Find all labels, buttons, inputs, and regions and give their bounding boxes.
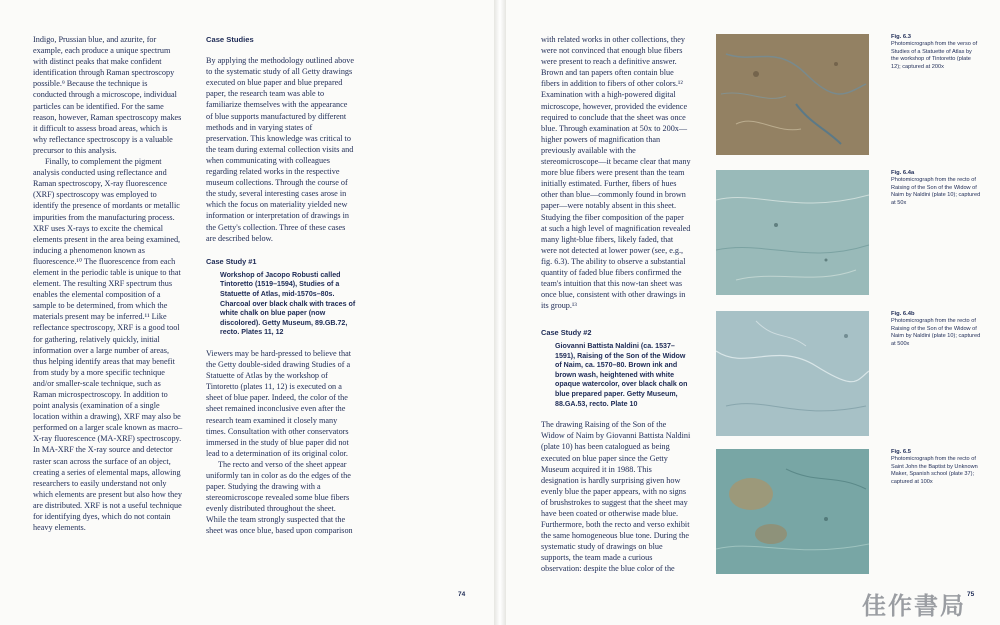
- case-study-heading: Case Study #2: [541, 328, 592, 337]
- figure-label: Fig. 6.3: [891, 34, 911, 40]
- caption-text: Photomicrograph from the recto of Saint John the Baptist by Unknown Maker, Spanish school (plate 37); captured at 100x: [891, 456, 978, 485]
- caption-text: Photomicrograph from the recto of Raising of the Son of the Widow of Naim by Naldini (plate 10); captured at 50x: [891, 177, 981, 206]
- photomicrograph: [716, 34, 869, 155]
- caption-text: Photomicrograph from the recto of Raising of the Son of the Widow of Naim by Naldini (plate 10); captured at 500x: [891, 318, 981, 347]
- watermark: 佳作書局: [862, 592, 966, 620]
- object-credit: Workshop of Jacopo Robusti called Tintoretto (1519–1594), Studies of a Statuette of Atlas, mid-1570s–80s. Charcoal over black chalk with traces of white chalk on blue paper (now discolored). Getty Museum, 89.GB.72, recto. Plates 11, 12: [220, 270, 356, 337]
- figure-caption: [891, 449, 981, 486]
- paragraph: The recto and verso of the sheet appear uniformly tan in color as do the edges of the paper. Studying the drawing with a stereomicroscope revealed some blue fibers evenly distributed throughout the sheet. While the team strongly suspected that the sheet was once blue, based upon comparison: [206, 459, 353, 536]
- page-number: 74: [458, 591, 466, 598]
- section-heading: Case Studies: [206, 35, 254, 44]
- figure-label: Fig. 6.4a: [891, 170, 915, 176]
- photomicrograph: [716, 170, 869, 295]
- figure-label: Fig. 6.5: [891, 449, 911, 455]
- photomicrograph: [716, 449, 869, 574]
- paragraph: with related works in other collections, they were not convinced that enough blue fibers were present to reach a definitive answer. Brown and tan papers often contain blue fibers in addition to fibers of other colors.¹² Examination with a high-powered digital microscope, however, provided the evidence required to conclude that the sheet was once blue. Through examination at 50x to 200x—higher powers of magnification than previously available with the stereomicroscope—it became clear that many more blue fibers were present than the team initially estimated. Further, fibers of hues other than blue—commonly found in brown paper—were notably absent in this sheet. Studying the fiber composition of the paper at such a high level of magnification revealed many light-blue fibers, likely faded, that were not detected at lower power (see, e.g., fig. 6.3). The ability to observe a substantial quantity of faded blue fibers confirmed the team's intuition that this now-tan sheet was once blue, consistent with other drawings in its group.¹³: [541, 35, 691, 311]
- right-column-c: [541, 34, 691, 311]
- right-column-d: [541, 327, 691, 575]
- photomicrograph: [716, 311, 869, 436]
- figure-caption: [891, 170, 981, 207]
- left-column-b: [206, 34, 356, 537]
- figure-caption: [891, 34, 981, 71]
- object-credit: Giovanni Battista Naldini (ca. 1537–1591), Raising of the Son of the Widow of Naim, ca. 1570–80. Brown ink and brown wash, heightened with white opaque watercolor, over black chalk on blue prepared paper. Getty Museum, 88.GA.53, recto. Plate 10: [555, 342, 688, 408]
- paragraph: By applying the methodology outlined above to the systematic study of all Getty drawings executed on blue paper and blue prepared paper, the research team was able to familiarize themselves with the appearance of blue supports manufactured by different methods and in varying states of preservation. This knowledge was critical to the team during external collection visits and when communicating with colleagues regarding related works in the respective museum collections. Through the course of the study, several interesting cases arose in which the focus on materiality yielded new information or interpretation of drawings in the Getty's collection. Three of these cases are described below.: [206, 56, 355, 243]
- paragraph: Finally, to complement the pigment analysis conducted using reflectance and Raman spectroscopy, X-ray fluorescence (XRF) spectroscopy was employed to identify the presence of mordants or metallic impurities from the manufacturing process. XRF uses X-rays to excite the chemical elements present in the area being examined, inducing a phenomenon known as fluorescence.¹⁰ The fluorescence from each element in the periodic table is unique to that element. The resulting XRF spectrum thus enables the elemental composition of a sample to be determined, from which the materials present may be inferred.¹¹ Like reflectance spectroscopy, XRF is a good tool for gathering, relatively quickly, initial information over a large number of areas, thus helping identify areas that may benefit from study by a more specific technique and/or smaller-scale technique, such as Raman microspectroscopy. In addition to point analysis (examination of a single location within a drawing), XRF may also be performed on a larger scale known as macro–X-ray fluorescence (MA-XRF) spectroscopy. In MA-XRF the X-ray source and detector raster scan across the surface of an object, creating a series of elemental maps, allowing researchers to easily understand not only which elements are present but also how they are distributed. XRF is not a useful technique for identifying dyes, which do not contain heavy elements.: [33, 157, 183, 533]
- left-column-a: [33, 34, 183, 533]
- paragraph: Indigo, Prussian blue, and azurite, for example, each produce a unique spectrum with distinct peaks that make confident identification through Raman spectroscopy possible.⁹ Because the technique is conducted through a microscope, individual particles can be identified. For the same reason, however, Raman spectroscopy makes it difficult to assess broad areas, which is why reflectance spectroscopy is a valuable precursor to this analysis.: [33, 35, 182, 155]
- case-study-heading: Case Study #1: [206, 256, 257, 266]
- caption-text: Photomicrograph from the verso of Studies of a Statuette of Atlas by the workshop of Tintoretto (plate 12); captured at 200x: [891, 41, 978, 70]
- gutter: [494, 0, 506, 625]
- figure-caption: [891, 311, 981, 348]
- paragraph: The drawing Raising of the Son of the Widow of Naim by Giovanni Battista Naldini (plate 10) has been catalogued as being executed on blue paper since the Getty Museum acquired it in 1988. This designation is hardly surprising given how evenly blue the paper appears, with no signs of brushstrokes to suggest that the sheet may have been coated or otherwise made blue. Furthermore, both the recto and verso exhibit the same homogeneous blue tone. During the systematic study of drawings on blue supports, the team made a curious observation: despite the blue color of the: [541, 420, 691, 574]
- paragraph: Viewers may be hard-pressed to believe that the Getty double-sided drawing Studies of a Statuette of Atlas by the workshop of Tintoretto (plates 11, 12) is executed on a sheet of blue paper. Indeed, the color of the sheet remained inconclusive even after the research team examined it closely many times. Consultation with other conservators immersed in the study of blue paper did not lead to a determination of its original color.: [206, 348, 352, 458]
- figure-label: Fig. 6.4b: [891, 311, 915, 317]
- page-number: 75: [967, 591, 975, 598]
